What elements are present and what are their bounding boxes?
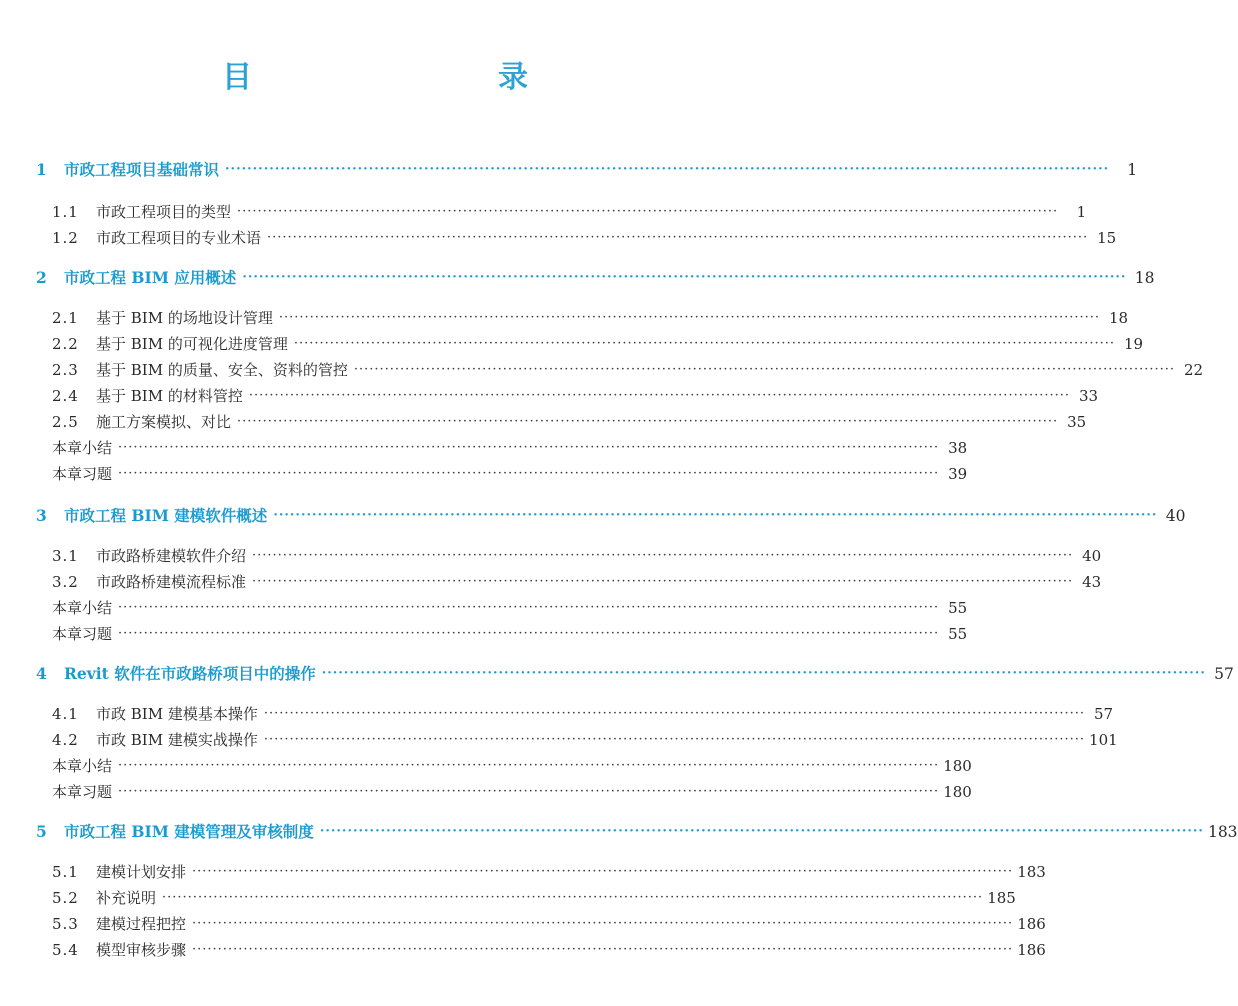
toc-dot-leader: ································································································································································ xyxy=(248,388,1071,403)
toc-section-entry[interactable] xyxy=(0,912,1046,936)
toc-entry-page-number: 18 xyxy=(1134,269,1155,287)
toc-section-entry[interactable] xyxy=(0,332,1144,356)
toc-entry-number: 1.1 xyxy=(52,203,79,221)
toc-entry-page-number: 55 xyxy=(948,599,968,617)
toc-entry-title: 模型审核步骤 xyxy=(96,941,187,959)
toc-entry-page-number: 43 xyxy=(1082,573,1102,591)
toc-entry-title: 本章小结 xyxy=(52,599,113,617)
toc-dot-leader: ································································································································································ xyxy=(118,600,940,615)
toc-dot-leader: ································································································································································ xyxy=(192,864,1014,879)
toc-entry-title: 市政工程 BIM 应用概述 xyxy=(64,268,237,287)
toc-section-entry[interactable] xyxy=(0,938,1046,962)
toc-entry-page-number: 101 xyxy=(1089,731,1118,749)
toc-section-entry[interactable] xyxy=(0,860,1046,884)
toc-entry-page-number: 183 xyxy=(1207,823,1238,841)
toc-entry-page-number: 180 xyxy=(943,783,972,801)
toc-section-entry[interactable] xyxy=(0,200,1087,224)
toc-entry-title: 建模计划安排 xyxy=(96,863,187,881)
toc-section-entry[interactable] xyxy=(0,702,1114,726)
toc-entry-page-number: 186 xyxy=(1017,941,1046,959)
toc-entry-title: 市政路桥建模软件介绍 xyxy=(96,547,247,565)
toc-entry-title: 市政 BIM 建模基本操作 xyxy=(96,705,258,723)
toc-dot-leader: ································································································································································ xyxy=(118,784,940,799)
toc-entry-page-number: 22 xyxy=(1183,361,1204,379)
toc-entry-title: 市政工程 BIM 建模管理及审核制度 xyxy=(64,822,314,841)
toc-summary-entry[interactable] xyxy=(0,780,972,804)
toc-entry-title: 市政工程 BIM 建模软件概述 xyxy=(64,506,268,525)
toc-dot-leader: ································································································································································ xyxy=(278,310,1101,325)
toc-entry-page-number: 19 xyxy=(1123,335,1144,353)
toc-entry-title: 市政工程项目的专业术语 xyxy=(96,229,262,247)
toc-entry-page-number: 1 xyxy=(1076,203,1087,221)
toc-entry-title: 本章小结 xyxy=(52,439,113,457)
toc-dot-leader: ································································································································································ xyxy=(263,706,1086,721)
toc-dot-leader: ································································································································································ xyxy=(118,626,940,641)
toc-dot-leader: ································································································································································ xyxy=(319,824,1204,839)
toc-chapter-entry[interactable] xyxy=(0,504,1186,528)
toc-entry-number: 2.5 xyxy=(52,413,79,431)
toc-dot-leader: ································································································································································ xyxy=(273,508,1158,523)
toc-dot-leader: ································································································································································ xyxy=(162,890,984,905)
toc-entry-title: 建模过程把控 xyxy=(96,915,187,933)
toc-entry-page-number: 40 xyxy=(1165,507,1186,525)
toc-dot-leader: ································································································································································ xyxy=(353,362,1176,377)
toc-entry-number: 3.1 xyxy=(52,547,79,565)
toc-dot-leader: ································································································································································ xyxy=(118,466,940,481)
toc-entry-page-number: 57 xyxy=(1214,665,1234,683)
toc-entry-title: 基于 BIM 的材料管控 xyxy=(96,387,243,405)
toc-entry-page-number: 186 xyxy=(1017,915,1046,933)
toc-section-entry[interactable] xyxy=(0,410,1087,434)
toc-section-entry[interactable] xyxy=(0,570,1102,594)
toc-entry-number: 4.1 xyxy=(52,705,79,723)
toc-entry-number: 4.2 xyxy=(52,731,79,749)
toc-entry-page-number: 57 xyxy=(1093,705,1114,723)
toc-entry-title: 基于 BIM 的可视化进度管理 xyxy=(96,335,288,353)
toc-entry-page-number: 39 xyxy=(948,465,968,483)
toc-entry-number: 2.3 xyxy=(52,361,79,379)
toc-dot-leader: ································································································································································ xyxy=(252,574,1074,589)
toc-dot-leader: ································································································································································ xyxy=(192,916,1014,931)
toc-chapter-entry[interactable] xyxy=(0,820,1238,844)
toc-entry-page-number: 180 xyxy=(943,757,972,775)
toc-dot-leader: ································································································································································ xyxy=(118,440,940,455)
toc-dot-leader: ································································································································································ xyxy=(252,548,1074,563)
toc-entry-number: 2.2 xyxy=(52,335,79,353)
toc-entry-title: Revit 软件在市政路桥项目中的操作 xyxy=(64,664,316,683)
toc-entry-number: 1.2 xyxy=(52,229,79,247)
toc-dot-leader: ································································································································································ xyxy=(321,666,1206,681)
toc-entry-title: 市政工程项目基础常识 xyxy=(64,160,220,179)
toc-summary-entry[interactable] xyxy=(0,436,968,460)
toc-entry-title: 本章习题 xyxy=(52,625,113,643)
toc-entry-title: 基于 BIM 的质量、安全、资料的管控 xyxy=(96,361,348,379)
toc-entry-number: 2.1 xyxy=(52,309,79,327)
toc-entry-title: 本章习题 xyxy=(52,783,113,801)
toc-section-entry[interactable] xyxy=(0,728,1118,752)
toc-entry-page-number: 40 xyxy=(1082,547,1102,565)
toc-dot-leader: ································································································································································ xyxy=(237,204,1059,219)
toc-entry-number: 5.2 xyxy=(52,889,79,907)
toc-entry-title: 本章小结 xyxy=(52,757,113,775)
toc-entry-number: 5.4 xyxy=(52,941,79,959)
toc-entry-page-number: 38 xyxy=(948,439,968,457)
toc-entry-title: 补充说明 xyxy=(96,889,157,907)
toc-entry-title: 市政 BIM 建模实战操作 xyxy=(96,731,258,749)
toc-chapter-entry[interactable] xyxy=(0,266,1155,290)
toc-entry-page-number: 15 xyxy=(1097,229,1117,247)
toc-dot-leader: ································································································································································ xyxy=(267,230,1089,245)
toc-entry-title: 施工方案模拟、对比 xyxy=(96,413,232,431)
toc-entry-number: 4 xyxy=(36,664,47,683)
toc-dot-leader: ································································································································································ xyxy=(293,336,1116,351)
toc-dot-leader: ································································································································································ xyxy=(242,270,1127,285)
toc-section-entry[interactable] xyxy=(0,358,1204,382)
toc-entry-number: 1 xyxy=(36,160,47,179)
toc-entry-page-number: 35 xyxy=(1067,413,1087,431)
toc-summary-entry[interactable] xyxy=(0,622,968,646)
toc-entry-title: 市政路桥建模流程标准 xyxy=(96,573,247,591)
toc-entry-page-number: 185 xyxy=(987,889,1016,907)
toc-entry-page-number: 183 xyxy=(1017,863,1046,881)
toc-entry-number: 3.2 xyxy=(52,573,79,591)
toc-section-entry[interactable] xyxy=(0,384,1099,408)
toc-entry-page-number: 55 xyxy=(948,625,968,643)
toc-section-entry[interactable] xyxy=(0,306,1129,330)
toc-entry-page-number: 18 xyxy=(1108,309,1129,327)
toc-entry-number: 5 xyxy=(36,822,47,841)
toc-summary-entry[interactable] xyxy=(0,596,968,620)
toc-dot-leader: ································································································································································ xyxy=(237,414,1059,429)
toc-entry-number: 5.3 xyxy=(52,915,79,933)
toc-entry-number: 2.4 xyxy=(52,387,79,405)
toc-entry-page-number: 33 xyxy=(1078,387,1099,405)
toc-dot-leader: ································································································································································ xyxy=(225,162,1110,177)
toc-entry-page-number: 1 xyxy=(1127,161,1138,179)
toc-summary-entry[interactable] xyxy=(0,754,972,778)
toc-entry-title: 市政工程项目的类型 xyxy=(96,203,232,221)
toc-entry-title: 本章习题 xyxy=(52,465,113,483)
toc-entry-number: 2 xyxy=(36,268,47,287)
page-title: 目 录 xyxy=(222,60,590,95)
toc-dot-leader: ································································································································································ xyxy=(192,942,1014,957)
toc-entry-number: 3 xyxy=(36,506,47,525)
toc-chapter-entry[interactable] xyxy=(0,158,1138,182)
toc-section-entry[interactable] xyxy=(0,886,1016,910)
toc-chapter-entry[interactable] xyxy=(0,662,1234,686)
toc-section-entry[interactable] xyxy=(0,544,1102,568)
toc-section-entry[interactable] xyxy=(0,226,1117,250)
toc-entry-number: 5.1 xyxy=(52,863,79,881)
toc-summary-entry[interactable] xyxy=(0,462,968,486)
toc-dot-leader: ································································································································································ xyxy=(118,758,940,773)
toc-dot-leader: ································································································································································ xyxy=(263,732,1086,747)
toc-entry-title: 基于 BIM 的场地设计管理 xyxy=(96,309,273,327)
